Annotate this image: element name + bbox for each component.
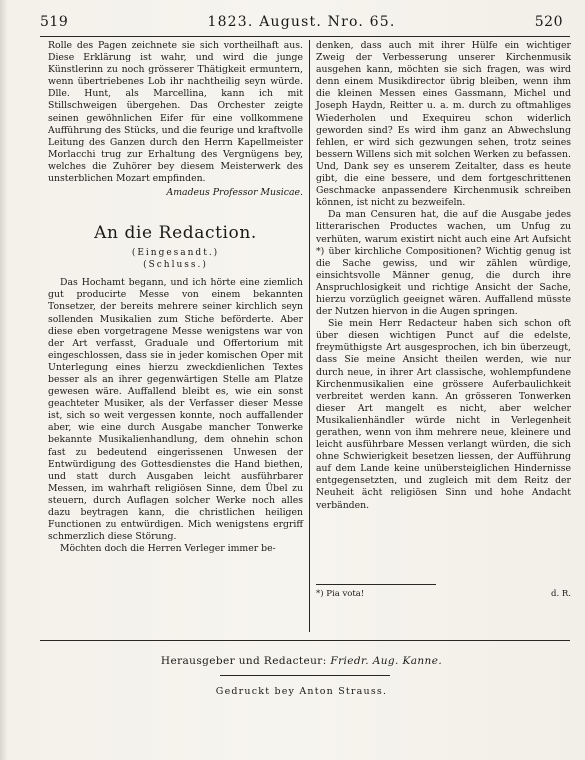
column-divider — [309, 40, 310, 632]
letter-paragraph: Das Hochamt begann, und ich hörte eine ziemlich gut producirte Messe von einem bekannten Tonsetzer, der bereits mehrere seiner kirchlich seyn sollenden Musikalien zum Stiche beförderte. Aber diese eben vorgetragene Messe wenigstens war von der Art verfasst, Graduale und Offertorium mit eingeschlossen, dass sie in jeder komischen Oper mit Unterlegung eines hierzu zweckdienlichen Textes besser als an ihrer gegenwärtigen Stelle am Platze gewesen wäre. Auffallend bleibt es, wie ein sonst geachteter Musiker, als der Verfasser dieser Messe ist, sich so weit vergessen konnte, noch auffallender aber, wie eine durch Ausgabe mancher Tonwerke bekannte Musikalienhandlung, dem ohnehin schon fast zu bedeutend eingerissenen Unwesen der Entwürdigung des Gottesdienstes die Hand biethen, und statt durch Ausgaben leicht ausführbarer Messen, im wahrhaft religiösen Sinne, dem Übel zu steuern, durch Auflagen solcher Werke noch alles dazu beytragen kann, die christlichen heiligen Functionen zu entwürdigen. Mich wenigstens ergriff schmerzlich diese Störung. — [48, 277, 303, 543]
section-title: An die Redaction. — [94, 223, 257, 244]
right-column — [316, 40, 571, 512]
right-page-number: 520 — [534, 14, 563, 30]
footnote-text: *) Pia vota! — [316, 589, 365, 599]
editor-rule — [220, 675, 390, 676]
letter-paragraph: Möchten doch die Herren Verleger immer be- — [60, 543, 276, 555]
review-signature: Amadeus Professor Musicae. — [166, 187, 303, 199]
printer-line: Gedruckt bey Anton Strauss. — [215, 686, 388, 697]
letter-paragraph: Da man Censuren hat, die auf die Ausgabe jedes litterarischen Productes wachen, um Unfug zu verhüten, warum existirt nicht auch eine Art Aufsicht *) über kirchliche Compositionen? Wichtig genug ist die Sache gewiss, und wir zählen würdige, einsichtsvolle Männer genug, die durch ihre Anspruchlosigkeit und richtige Ansicht der Sache, hierzu vorzüglich geeignet wären. Auffallend müsste der Nutzen hiervon in die Augen springen. — [316, 209, 571, 318]
footnote-initials: d. R. — [551, 589, 571, 599]
editor-name: Friedr. Aug. Kanne. — [330, 655, 443, 667]
review-paragraph: Rolle des Pagen zeichnete sie sich vortheilhaft aus. Diese Erklärung ist wahr, und wird die junge Künstlerinn zu noch grösserer Thätigkeit ermuntern, wenn übertriebenes Lob ihr nachtheilig seyn würde. Dlle. Hunt, als Marcellina, kann ich mit Stillschweigen übergehen. Das Orchester zeigte seinen gewöhnlichen Eifer für eine vollkommene Aufführung des Stücks, und die feurige und kraftvolle Leitung des Ganzen durch den Herrn Kapellmeister Morlacchi trug zur Erhaltung des Vergnügens bey, welches die Zuhörer bey diesem Meisterwerk des unsterblichen Mozart empfinden. — [48, 40, 303, 185]
issue-title: 1823. August. Nro. 65. — [207, 14, 396, 30]
footer-rule — [40, 640, 570, 641]
editor-label: Herausgeber und Redacteur: — [160, 655, 327, 667]
footnote-rule — [316, 584, 436, 585]
section-subtitle-submitted: (Eingesandt.) — [131, 248, 220, 259]
editor-line — [40, 655, 563, 667]
page-header — [40, 14, 563, 36]
letter-paragraph: Sie mein Herr Redacteur haben sich schon oft über diesen wichtigen Punct auf die edelste, freymüthigste Art ausgesprochen, ich bin überzeugt, dass Sie meine Ansicht theilen werden, wie nur durch neue, in ihrer Art classische, wohlempfundene Kirchenmusikalien eine grössere Auferbaulichkeit verbreitet werden kann. An grösseren Tonwerken dieser Art mangelt es nicht, aber welcher Musikalienhändler würde nicht in Verlegenheit gerathen, wenn von ihm mehrere neue, kleinere und leicht ausführbare Messen verlangt würden, die sich ohne Schwierigkeit besetzen liessen, der Aufführung auf dem Lande keine unübersteiglichen Hindernisse entgegensetzten, und zugleich mit dem Reitz der Neuheit ächt religiösen Sinn und hohe Andacht verbänden. — [316, 318, 571, 511]
letter-paragraph: denken, dass auch mit ihrer Hülfe ein wichtiger Zweig der Verbesserung unserer Kirchenmusik ausgehen kann, möchten sie sich fragen, was wird denn einem Musikdirector übrig bleiben, wenn ihm die kleinen Messen eines Gassmann, Michel und Joseph Haydn, Reitter u. a. m. durch zu oftmahliges Wiederholen und Exequireu schon widerlich geworden sind? Es wird ihm ganz an Abwechslung fehlen, er wird sich gezwungen sehen, trotz seines bessern Willens sich mit solchen Werken zu befassen. Und, Dank sey es unserem Zeitalter, dass es heute gibt, die eine bessere, und dem fortgeschrittenen Geschmacke anpassendere Kirchenmusik schreiben können, ist nicht zu bezweifeln. — [316, 40, 571, 209]
header-rule — [40, 36, 570, 37]
left-column — [48, 40, 303, 555]
left-page-number: 519 — [40, 14, 69, 30]
footnote — [316, 589, 571, 600]
section-subtitle-conclusion: (Schluss.) — [143, 260, 208, 271]
